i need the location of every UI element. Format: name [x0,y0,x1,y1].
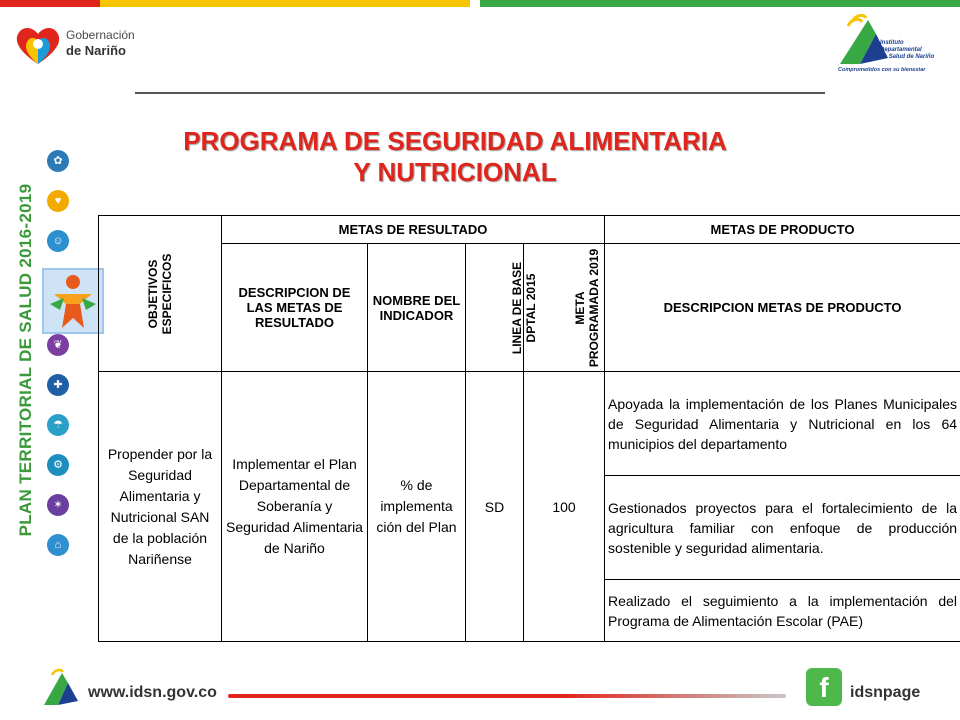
work-health-icon[interactable]: ⚙ [47,454,69,476]
cell-indicador: % de implementa ción del Plan [368,372,466,642]
idsn-line1: Instituto [880,40,904,46]
environment-icon[interactable]: ✿ [47,150,69,172]
gob-line2: de Nariño [66,43,126,58]
sexual-health-icon[interactable]: ❦ [47,334,69,356]
mental-health-icon[interactable]: ☺ [47,230,69,252]
header-linea-base [466,244,538,372]
header-objetivos [99,216,222,372]
idsn-text [880,40,960,61]
idsn-line2: Departamental [880,47,922,53]
vertical-plan-title: PLAN TERRITORIAL DE SALUD 2016-2019 [16,183,35,537]
program-table [98,215,960,642]
header-divider [135,92,825,94]
footer-divider [228,694,786,698]
header-metas-resultado: METAS DE RESULTADO [222,216,605,244]
cell-descripcion-resultado: Implementar el Plan Departamental de Soberanía y Seguridad Alimentaria de Nariño [222,372,368,642]
facebook-icon[interactable]: f [806,668,842,706]
top-color-bar [0,0,960,7]
facebook-page-link[interactable]: idsnpage [850,684,921,701]
cell-linea-base: SD [466,372,524,642]
authority-icon[interactable]: ⌂ [47,534,69,556]
food-security-icon[interactable] [42,268,104,334]
page-title [130,126,780,188]
title-line2: Y NUTRICIONAL [353,157,557,187]
idsn-slogan: Comprometidos con su bienestar [838,67,926,73]
header-descripcion-resultado: DESCRIPCION DE LAS METAS DE RESULTADO [222,244,368,372]
cell-objetivo: Propender por la Seguridad Alimentaria y Nutricional SAN de la población Nariñense [99,372,222,642]
header-nombre-indicador: NOMBRE DEL INDICADOR [368,244,466,372]
header-objetivos-text: OBJETIVOS ESPECIFICOS [146,253,174,334]
idsn-footer-logo [40,665,85,710]
footer-website-link[interactable]: www.idsn.gov.co [88,684,217,701]
gob-line1: Gobernación [66,28,135,42]
vulnerable-groups-icon[interactable]: ✶ [47,494,69,516]
idsn-line3: de Salud de Nariño [880,54,935,60]
title-line1: PROGRAMA DE SEGURIDAD ALIMENTARIA [183,126,727,156]
header-meta-programada-text: META PROGRAMADA 2019 [573,248,601,367]
table-row [99,372,960,476]
cell-producto-1: Apoyada la implementación de los Planes Municipales de Seguridad Alimentaria y Nutricional en los 64 municipios del departamento [605,372,960,476]
cell-meta: 100 [524,372,605,642]
header-metas-producto: METAS DE PRODUCTO [605,216,960,244]
cell-producto-3: Realizado el seguimiento a la implementación del Programa de Alimentación Escolar (PAE) [605,580,960,642]
nutrition-icon[interactable]: ♥ [47,190,69,212]
disease-icon[interactable]: ✚ [47,374,69,396]
header-linea-base-text: LINEA DE BASE DPTAL 2015 [510,261,538,354]
sidebar-icons [40,150,76,574]
emergency-icon[interactable]: ☂ [47,414,69,436]
gobernacion-logo-text [66,28,135,59]
cell-producto-2: Gestionados proyectos para el fortalecimiento de la agricultura familiar con enfoque de producción sostenible y seguridad alimentaria. [605,476,960,580]
food-security-figure [44,270,102,332]
header-descripcion-producto: DESCRIPCION METAS DE PRODUCTO [605,244,960,372]
